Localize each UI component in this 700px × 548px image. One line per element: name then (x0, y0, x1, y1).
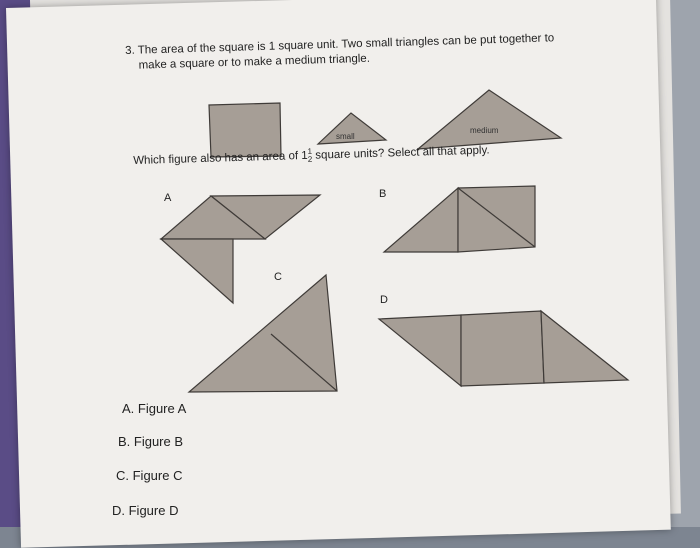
figure-b (384, 186, 535, 252)
figure-c (189, 275, 337, 392)
figure-d (379, 311, 628, 386)
fraction-numerator: 1 (307, 146, 313, 156)
small-label: small (336, 132, 355, 141)
choice-d[interactable]: D. Figure D (112, 503, 179, 518)
choice-c[interactable]: C. Figure C (116, 468, 183, 483)
question-line-1: 3. The area of the square is 1 square unit. Two small triangles can be put together to (125, 32, 555, 57)
figure-a-label: A (164, 192, 172, 204)
fraction-denominator: 2 (307, 154, 313, 164)
figure-d-label: D (380, 294, 388, 306)
medium-triangle (418, 90, 561, 149)
figure-a (161, 195, 320, 303)
prompt-after: square units? Select all that apply. (311, 144, 490, 162)
question-line-2: make a square or to make a medium triangle. (138, 52, 371, 72)
choice-a[interactable]: A. Figure A (122, 401, 187, 416)
choice-b[interactable]: B. Figure B (118, 434, 184, 449)
figure-b-label: B (379, 188, 387, 200)
prompt-before: Which figure also has an area of 1 (133, 149, 308, 168)
medium-label: medium (470, 126, 499, 135)
figure-c-label: C (274, 271, 282, 283)
